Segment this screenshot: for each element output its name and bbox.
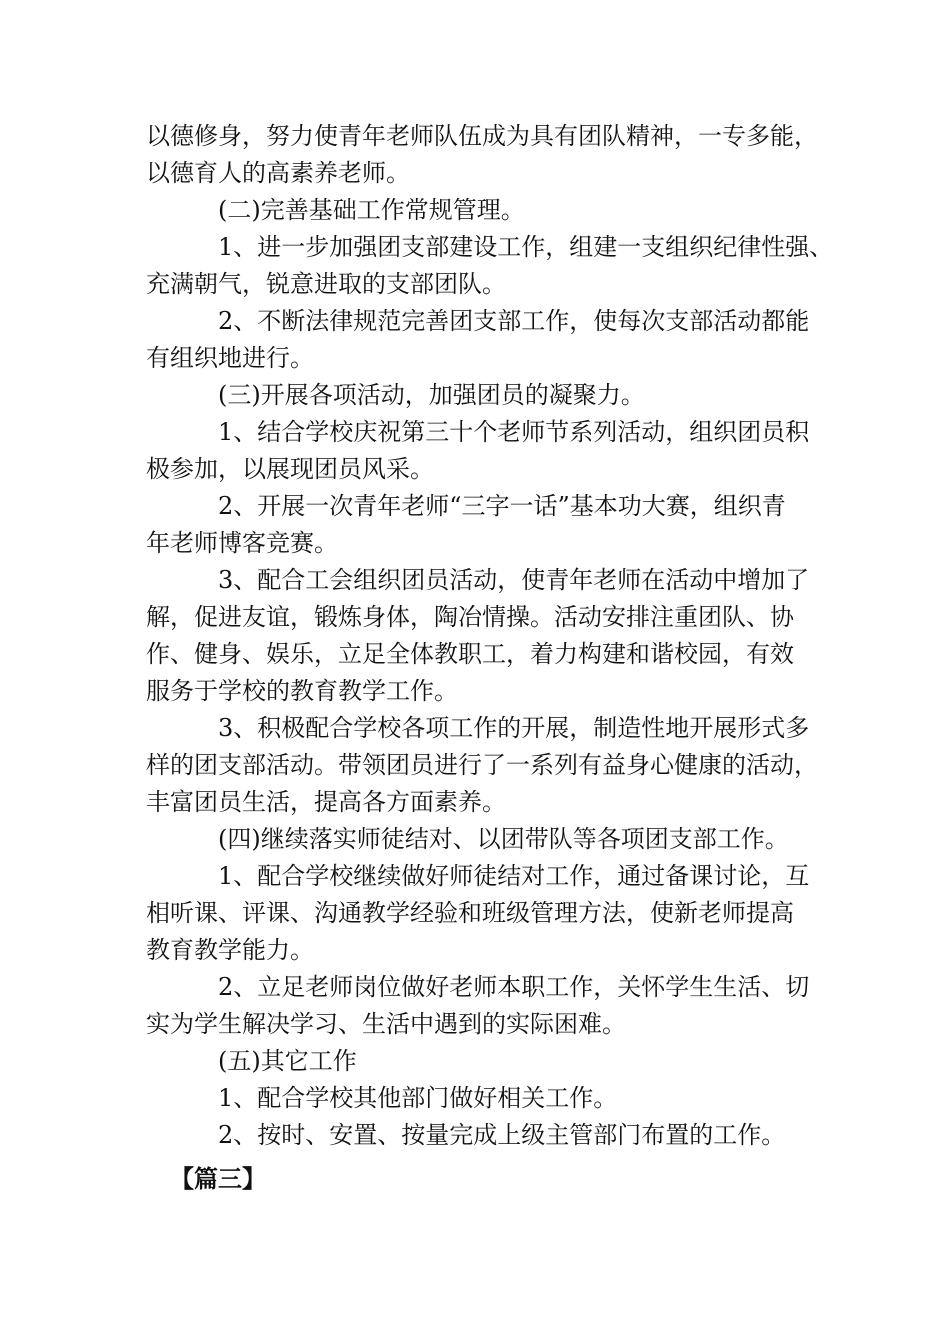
subheading: (四)继续落实师徒结对、以团带队等各项团支部工作。 — [218, 825, 789, 853]
subheading: (三)开展各项活动，加强团员的凝聚力。 — [218, 381, 645, 409]
text-line: 年老师博客竞赛。 — [146, 529, 338, 557]
text-line: 极参加，以展现团员风采。 — [146, 455, 434, 483]
text-line: 以德修身，努力使青年老师队伍成为具有团队精神，一专多能， — [146, 122, 818, 150]
text-line: 1、结合学校庆祝第三十个老师节系列活动，组织团员积 — [218, 418, 810, 446]
text-line: 2、开展一次青年老师“三字一话”基本功大赛，组织青 — [218, 492, 786, 520]
text-line: 2、按时、安置、按量完成上级主管部门布置的工作。 — [218, 1121, 786, 1149]
text-line: 2、不断法律规范完善团支部工作，使每次支部活动都能 — [218, 307, 810, 335]
subheading: (五)其它工作 — [218, 1047, 357, 1075]
text-line: 充满朝气，锐意进取的支部团队。 — [146, 270, 506, 298]
text-line: 3、积极配合学校各项工作的开展，制造性地开展形式多 — [218, 714, 810, 742]
text-line: 解，促进友谊，锻炼身体，陶冶情操。活动安排注重团队、协 — [146, 603, 794, 631]
text-line: 以德育人的高素养老师。 — [146, 159, 410, 187]
text-line: 1、配合学校其他部门做好相关工作。 — [218, 1084, 618, 1112]
text-line: 相听课、评课、沟通教学经验和班级管理方法，使新老师提高 — [146, 899, 794, 927]
section-heading: 【篇三】 — [170, 1164, 266, 1193]
text-line: 作、健身、娱乐，立足全体教职工，着力构建和谐校园，有效 — [146, 640, 794, 668]
text-line: 2、立足老师岗位做好老师本职工作，关怀学生生活、切 — [218, 973, 810, 1001]
text-line: 实为学生解决学习、生活中遇到的实际困难。 — [146, 1010, 626, 1038]
text-line: 样的团支部活动。带领团员进行了一系列有益身心健康的活动， — [146, 751, 818, 779]
text-line: 3、配合工会组织团员活动，使青年老师在活动中增加了 — [218, 566, 810, 594]
text-line: 丰富团员生活，提高各方面素养。 — [146, 788, 506, 816]
text-line: 教育教学能力。 — [146, 936, 314, 964]
text-line: 1、进一步加强团支部建设工作，组建一支组织纪律性强、 — [218, 233, 834, 261]
subheading: (二)完善基础工作常规管理。 — [218, 196, 525, 224]
text-line: 有组织地进行。 — [146, 344, 314, 372]
document-body — [146, 118, 834, 1197]
text-line: 服务于学校的教育教学工作。 — [146, 677, 458, 705]
text-line: 1、配合学校继续做好师徒结对工作，通过备课讨论，互 — [218, 862, 810, 890]
